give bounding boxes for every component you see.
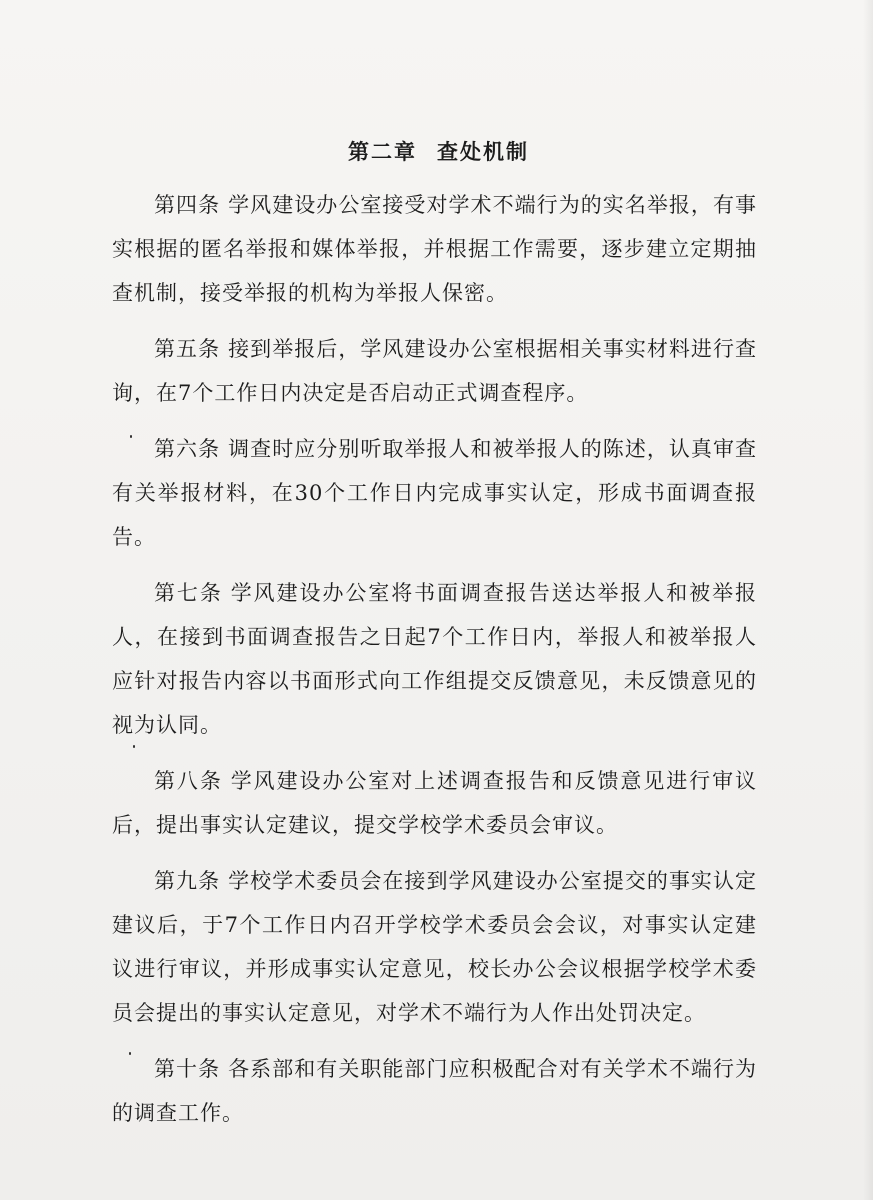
- article-5: [112, 327, 757, 415]
- article-number: 第七条: [154, 581, 223, 605]
- article-6: [112, 427, 757, 559]
- article-text: 学校学术委员会在接到学风建设办公室提交的事实认定建议后，于7个工作日内召开学校学术委员会会议，对事实认定建议进行审议，并形成事实认定意见，校长办公会议根据学校学术委员会提出的事实认定意见，对学术不端行为人作出处罚决定。: [112, 869, 758, 1025]
- article-number: 第四条: [154, 193, 221, 217]
- article-number: 第八条: [154, 769, 223, 793]
- document-body: [112, 137, 757, 1147]
- article-7: [112, 571, 757, 747]
- article-4: [112, 183, 757, 315]
- article-text: 接到举报后，学风建设办公室根据相关事实材料进行查询，在7个工作日内决定是否启动正式调查程序。: [112, 337, 758, 405]
- page-edge-shadow: [863, 0, 873, 1200]
- article-text: 各系部和有关职能部门应积极配合对有关学术不端行为的调查工作。: [112, 1057, 758, 1125]
- article-text: 学风建设办公室接受对学术不端行为的实名举报，有事实根据的匿名举报和媒体举报，并根据工作需要，逐步建立定期抽查机制，接受举报的机构为举报人保密。: [112, 193, 758, 305]
- chapter-number: 第二章: [348, 139, 417, 164]
- article-10: [112, 1047, 757, 1135]
- article-number: 第六条: [154, 437, 221, 461]
- article-text: 调查时应分别听取举报人和被举报人的陈述，认真审查有关举报材料，在30个工作日内完成事实认定，形成书面调查报告。: [112, 437, 758, 549]
- article-8: [112, 759, 757, 847]
- article-text: 学风建设办公室将书面调查报告送达举报人和被举报人，在接到书面调查报告之日起7个工作日内，举报人和被举报人应针对报告内容以书面形式向工作组提交反馈意见，未反馈意见的视为认同。: [112, 581, 758, 737]
- article-number: 第五条: [154, 337, 221, 361]
- article-text: 学风建设办公室对上述调查报告和反馈意见进行审议后，提出事实认定建议，提交学校学术委员会审议。: [112, 769, 758, 837]
- chapter-heading: [112, 137, 757, 167]
- chapter-title: 查处机制: [437, 139, 529, 164]
- article-number: 第十条: [154, 1057, 221, 1081]
- article-number: 第九条: [154, 869, 221, 893]
- article-9: [112, 859, 757, 1035]
